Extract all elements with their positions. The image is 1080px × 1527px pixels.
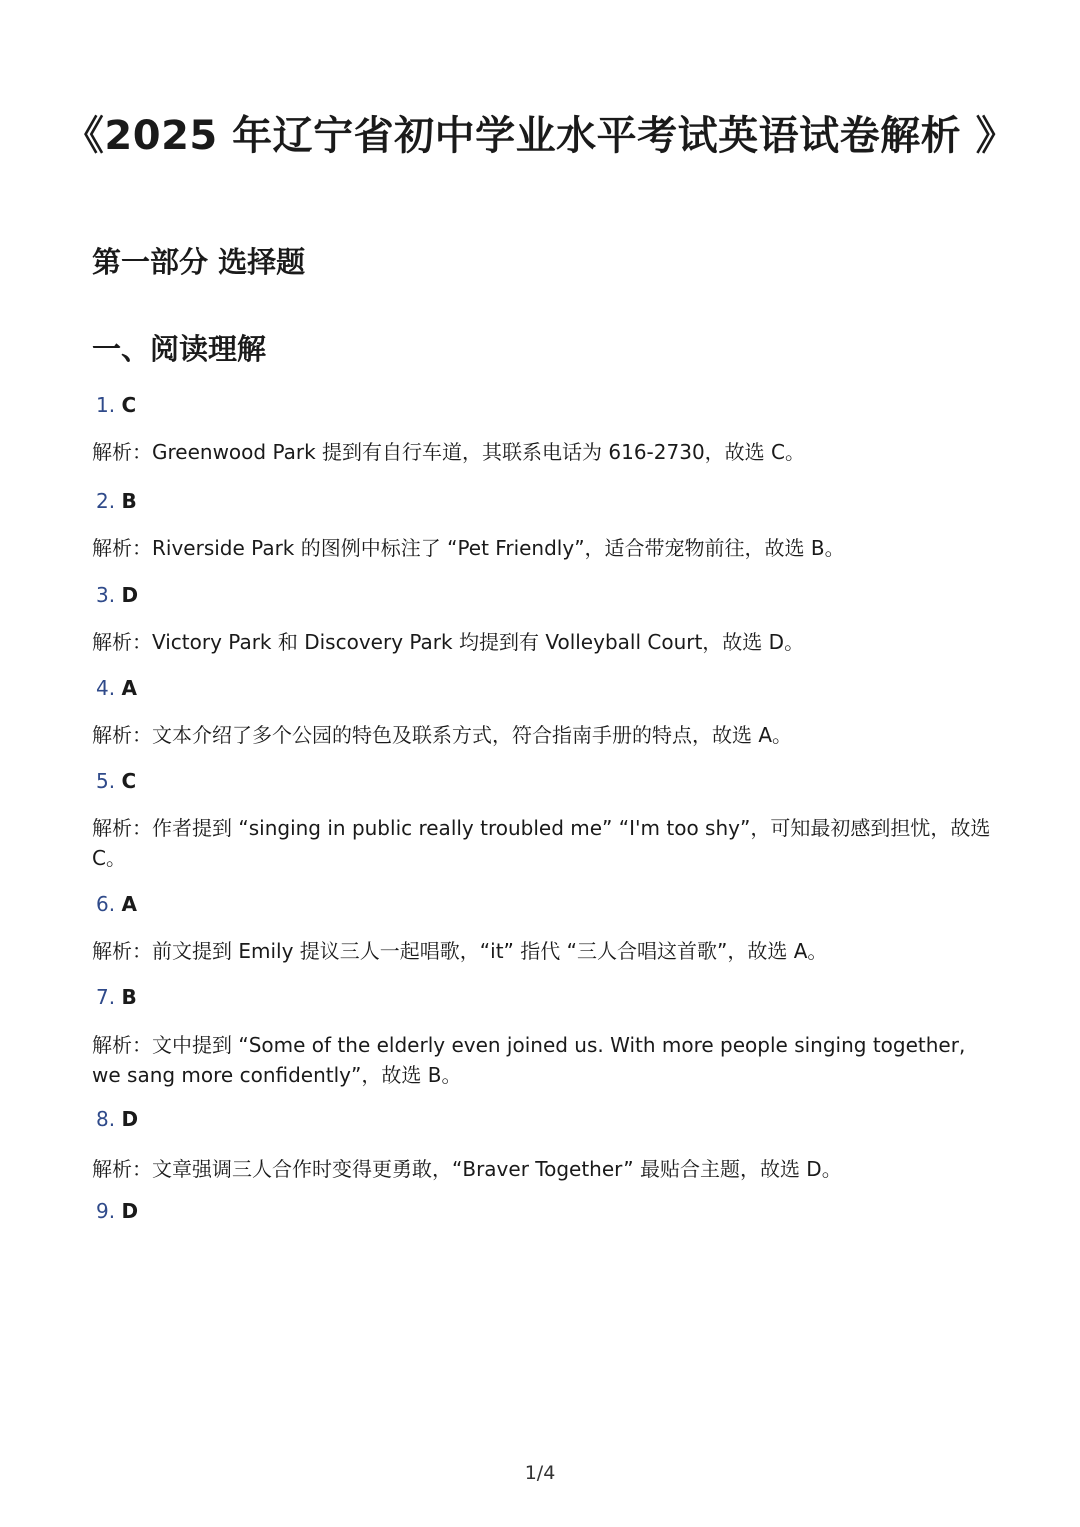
explanation-label: 解析：: [92, 816, 152, 840]
question-answer: D: [121, 1107, 139, 1131]
explanation-label: 解析：: [92, 630, 152, 654]
question-index: 8.: [96, 1107, 116, 1131]
question-answer: D: [121, 1199, 139, 1223]
question-number: [96, 768, 136, 794]
question-answer: C: [121, 769, 137, 793]
question-explanation: [92, 936, 992, 966]
page-number: 1/4: [524, 1462, 556, 1484]
question-number: [96, 488, 137, 514]
question-explanation: [92, 627, 992, 657]
question-answer: A: [121, 676, 137, 700]
question-answer: B: [121, 489, 137, 513]
question-index: 7.: [96, 985, 116, 1009]
explanation-text: Greenwood Park 提到有自行车道，其联系电话为 616-2730，故选 C。: [152, 440, 805, 464]
question-number: [96, 675, 137, 701]
explanation-label: 解析：: [92, 440, 152, 464]
explanation-label: 解析：: [92, 536, 152, 560]
question-index: 6.: [96, 892, 116, 916]
explanation-label: 解析：: [92, 1033, 152, 1057]
question-index: 4.: [96, 676, 116, 700]
document-title: 《2025 年辽宁省初中学业水平考试英语试卷解析 》: [63, 113, 1017, 159]
question-explanation: [92, 1030, 992, 1090]
question-answer: C: [121, 393, 137, 417]
question-number: [96, 1198, 138, 1224]
question-number: [96, 1106, 138, 1132]
explanation-text: 前文提到 Emily 提议三人一起唱歌，“it” 指代 “三人合唱这首歌”，故选 A。: [152, 939, 828, 963]
question-number: [96, 392, 136, 418]
question-answer: A: [121, 892, 137, 916]
explanation-label: 解析：: [92, 1157, 152, 1181]
question-explanation: [92, 437, 992, 467]
explanation-text: Riverside Park 的图例中标注了 “Pet Friendly”，适合带宠物前往，故选 B。: [152, 536, 845, 560]
explanation-text: 文中提到 “Some of the elderly even joined us. With more people singing together, we sang more confidently”，故选 B。: [92, 1033, 966, 1087]
question-number: [96, 891, 137, 917]
explanation-label: 解析：: [92, 723, 152, 747]
question-explanation: [92, 1154, 992, 1184]
section-heading: 一、阅读理解: [92, 332, 267, 366]
question-explanation: [92, 533, 992, 563]
question-explanation: [92, 720, 992, 750]
question-answer: D: [121, 583, 139, 607]
explanation-text: 文本介绍了多个公园的特色及联系方式，符合指南手册的特点，故选 A。: [152, 723, 793, 747]
question-index: 1.: [96, 393, 116, 417]
part-heading: 第一部分 选择题: [92, 245, 306, 279]
explanation-label: 解析：: [92, 939, 152, 963]
question-index: 9.: [96, 1199, 116, 1223]
question-number: [96, 582, 138, 608]
question-index: 2.: [96, 489, 116, 513]
explanation-text: Victory Park 和 Discovery Park 均提到有 Volleyball Court，故选 D。: [152, 630, 805, 654]
question-index: 5.: [96, 769, 116, 793]
question-explanation: [92, 813, 992, 873]
question-index: 3.: [96, 583, 116, 607]
explanation-text: 作者提到 “singing in public really troubled me” “I'm too shy”，可知最初感到担忧，故选 C。: [92, 816, 991, 870]
question-answer: B: [121, 985, 137, 1009]
explanation-text: 文章强调三人合作时变得更勇敢，“Braver Together” 最贴合主题，故选 D。: [152, 1157, 842, 1181]
question-number: [96, 984, 137, 1010]
